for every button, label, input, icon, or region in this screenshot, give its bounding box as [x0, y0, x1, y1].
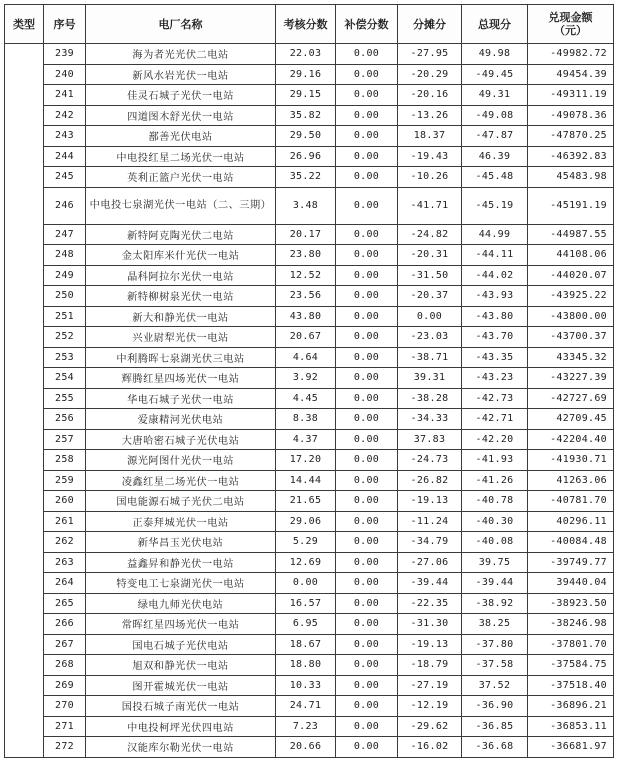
total-score-cell: 39.75 [462, 552, 528, 573]
plant-name-cell: 兴业尉犁光伏一电站 [86, 327, 276, 348]
table-row [5, 105, 614, 126]
plant-name-cell: 汉能库尔勒光伏一电站 [86, 737, 276, 758]
plant-name-cell: 新特阿克陶光伏二电站 [86, 224, 276, 245]
assess-score-cell: 29.06 [276, 511, 336, 532]
amount-cell: -37518.40 [528, 675, 614, 696]
amount-cell: -46392.83 [528, 146, 614, 167]
amount-cell: -42727.69 [528, 388, 614, 409]
plant-name-cell: 正泰拜城光伏一电站 [86, 511, 276, 532]
table-row [5, 64, 614, 85]
seq-cell: 262 [44, 532, 86, 553]
table-row [5, 696, 614, 717]
seq-cell: 260 [44, 491, 86, 512]
seq-cell: 240 [44, 64, 86, 85]
amount-cell: -42204.40 [528, 429, 614, 450]
share-score-cell: -18.79 [398, 655, 462, 676]
assess-score-cell: 21.65 [276, 491, 336, 512]
total-score-cell: -40.08 [462, 532, 528, 553]
share-score-cell: -20.29 [398, 64, 462, 85]
share-score-cell: -41.71 [398, 187, 462, 224]
total-score-cell: -43.70 [462, 327, 528, 348]
share-score-cell: 18.37 [398, 126, 462, 147]
share-score-cell: -38.28 [398, 388, 462, 409]
comp-score-cell: 0.00 [336, 511, 398, 532]
comp-score-cell: 0.00 [336, 429, 398, 450]
amount-cell: -36681.97 [528, 737, 614, 758]
table-row [5, 655, 614, 676]
comp-score-cell: 0.00 [336, 85, 398, 106]
seq-cell: 263 [44, 552, 86, 573]
amount-cell: -49078.36 [528, 105, 614, 126]
share-score-cell: -20.37 [398, 286, 462, 307]
total-score-cell: -45.19 [462, 187, 528, 224]
seq-cell: 241 [44, 85, 86, 106]
assess-score-cell: 3.48 [276, 187, 336, 224]
assess-score-cell: 18.67 [276, 634, 336, 655]
seq-cell: 251 [44, 306, 86, 327]
share-score-cell: -12.19 [398, 696, 462, 717]
table-row [5, 286, 614, 307]
assess-score-cell: 20.67 [276, 327, 336, 348]
table-row [5, 187, 614, 224]
header-type: 类型 [5, 5, 44, 44]
table-row [5, 675, 614, 696]
amount-cell: -43800.00 [528, 306, 614, 327]
seq-cell: 244 [44, 146, 86, 167]
table-row [5, 167, 614, 188]
table-row [5, 450, 614, 471]
seq-cell: 242 [44, 105, 86, 126]
total-score-cell: -40.78 [462, 491, 528, 512]
share-score-cell: -34.79 [398, 532, 462, 553]
comp-score-cell: 0.00 [336, 450, 398, 471]
share-score-cell: 0.00 [398, 306, 462, 327]
plant-name-cell: 特变电工七泉湖光伏一电站 [86, 573, 276, 594]
amount-cell: -40084.48 [528, 532, 614, 553]
share-score-cell: -39.44 [398, 573, 462, 594]
table-row [5, 573, 614, 594]
share-score-cell: -22.35 [398, 593, 462, 614]
comp-score-cell: 0.00 [336, 716, 398, 737]
plant-name-cell: 佳灵石城子光伏一电站 [86, 85, 276, 106]
total-score-cell: -44.02 [462, 265, 528, 286]
amount-cell: -43700.37 [528, 327, 614, 348]
plant-name-cell: 中电投柯坪光伏四电站 [86, 716, 276, 737]
plant-name-cell: 新特柳树泉光伏一电站 [86, 286, 276, 307]
assess-score-cell: 23.80 [276, 245, 336, 266]
share-score-cell: -24.82 [398, 224, 462, 245]
seq-cell: 243 [44, 126, 86, 147]
plant-name-cell: 中电投红星二场光伏一电站 [86, 146, 276, 167]
plant-name-cell: 益鑫昇和静光伏一电站 [86, 552, 276, 573]
comp-score-cell: 0.00 [336, 552, 398, 573]
table-row [5, 409, 614, 430]
total-score-cell: -36.68 [462, 737, 528, 758]
table-row [5, 716, 614, 737]
comp-score-cell: 0.00 [336, 245, 398, 266]
seq-cell: 255 [44, 388, 86, 409]
amount-cell: 43345.32 [528, 347, 614, 368]
seq-cell: 271 [44, 716, 86, 737]
share-score-cell: 39.31 [398, 368, 462, 389]
total-score-cell: -37.80 [462, 634, 528, 655]
plant-name-cell: 源光阿图什光伏一电站 [86, 450, 276, 471]
total-score-cell: 44.99 [462, 224, 528, 245]
assess-score-cell: 14.44 [276, 470, 336, 491]
plant-name-cell: 鄯善光伏电站 [86, 126, 276, 147]
total-score-cell: -43.35 [462, 347, 528, 368]
table-row [5, 593, 614, 614]
assess-score-cell: 7.23 [276, 716, 336, 737]
plant-name-cell: 中利腾晖七泉湖光伏三电站 [86, 347, 276, 368]
amount-cell: -38246.98 [528, 614, 614, 635]
table-row [5, 737, 614, 758]
plant-name-cell: 国电石城子光伏电站 [86, 634, 276, 655]
total-score-cell: -49.45 [462, 64, 528, 85]
table-row [5, 532, 614, 553]
assess-score-cell: 20.66 [276, 737, 336, 758]
plant-name-cell: 绿电九师光伏电站 [86, 593, 276, 614]
seq-cell: 261 [44, 511, 86, 532]
plant-name-cell: 凌鑫红星二场光伏一电站 [86, 470, 276, 491]
seq-cell: 268 [44, 655, 86, 676]
seq-cell: 270 [44, 696, 86, 717]
plant-name-cell: 新风水岩光伏一电站 [86, 64, 276, 85]
share-score-cell: -34.33 [398, 409, 462, 430]
seq-cell: 253 [44, 347, 86, 368]
assess-score-cell: 29.16 [276, 64, 336, 85]
total-score-cell: -37.58 [462, 655, 528, 676]
comp-score-cell: 0.00 [336, 593, 398, 614]
total-score-cell: 49.98 [462, 44, 528, 65]
total-score-cell: -49.08 [462, 105, 528, 126]
header-comp-score: 补偿分数 [336, 5, 398, 44]
assess-score-cell: 10.33 [276, 675, 336, 696]
amount-cell: 49454.39 [528, 64, 614, 85]
share-score-cell: -24.73 [398, 450, 462, 471]
table-row [5, 470, 614, 491]
header-share-score: 分摊分 [398, 5, 462, 44]
comp-score-cell: 0.00 [336, 696, 398, 717]
comp-score-cell: 0.00 [336, 388, 398, 409]
assess-score-cell: 12.52 [276, 265, 336, 286]
share-score-cell: -31.30 [398, 614, 462, 635]
plant-name-cell: 晶科阿拉尔光伏一电站 [86, 265, 276, 286]
total-score-cell: -45.48 [462, 167, 528, 188]
settlement-table [4, 4, 614, 758]
seq-cell: 249 [44, 265, 86, 286]
amount-cell: -44987.55 [528, 224, 614, 245]
header-assess-score: 考核分数 [276, 5, 336, 44]
total-score-cell: -43.23 [462, 368, 528, 389]
table-row [5, 511, 614, 532]
comp-score-cell: 0.00 [336, 44, 398, 65]
share-score-cell: -13.26 [398, 105, 462, 126]
total-score-cell: -40.30 [462, 511, 528, 532]
assess-score-cell: 35.22 [276, 167, 336, 188]
assess-score-cell: 8.38 [276, 409, 336, 430]
share-score-cell: -27.06 [398, 552, 462, 573]
assess-score-cell: 6.95 [276, 614, 336, 635]
header-seq: 序号 [44, 5, 86, 44]
comp-score-cell: 0.00 [336, 167, 398, 188]
plant-name-cell: 国投石城子南光伏一电站 [86, 696, 276, 717]
seq-cell: 254 [44, 368, 86, 389]
amount-cell: -43925.22 [528, 286, 614, 307]
seq-cell: 247 [44, 224, 86, 245]
total-score-cell: -38.92 [462, 593, 528, 614]
assess-score-cell: 24.71 [276, 696, 336, 717]
assess-score-cell: 35.82 [276, 105, 336, 126]
amount-cell: 41263.06 [528, 470, 614, 491]
comp-score-cell: 0.00 [336, 368, 398, 389]
assess-score-cell: 0.00 [276, 573, 336, 594]
comp-score-cell: 0.00 [336, 532, 398, 553]
total-score-cell: -36.85 [462, 716, 528, 737]
assess-score-cell: 18.80 [276, 655, 336, 676]
total-score-cell: -42.71 [462, 409, 528, 430]
table-row [5, 368, 614, 389]
total-score-cell: -36.90 [462, 696, 528, 717]
seq-cell: 252 [44, 327, 86, 348]
assess-score-cell: 16.57 [276, 593, 336, 614]
comp-score-cell: 0.00 [336, 737, 398, 758]
seq-cell: 264 [44, 573, 86, 594]
seq-cell: 267 [44, 634, 86, 655]
assess-score-cell: 3.92 [276, 368, 336, 389]
total-score-cell: 38.25 [462, 614, 528, 635]
total-score-cell: -39.44 [462, 573, 528, 594]
assess-score-cell: 23.56 [276, 286, 336, 307]
settlement-table-page [4, 4, 613, 758]
header-plant-name: 电厂名称 [86, 5, 276, 44]
comp-score-cell: 0.00 [336, 347, 398, 368]
amount-cell: -38923.50 [528, 593, 614, 614]
table-header-row [5, 5, 614, 44]
share-score-cell: -27.19 [398, 675, 462, 696]
seq-cell: 269 [44, 675, 86, 696]
table-row [5, 614, 614, 635]
table-row [5, 146, 614, 167]
table-row [5, 552, 614, 573]
amount-cell: 42709.45 [528, 409, 614, 430]
total-score-cell: 49.31 [462, 85, 528, 106]
seq-cell: 250 [44, 286, 86, 307]
total-score-cell: -41.93 [462, 450, 528, 471]
share-score-cell: -10.26 [398, 167, 462, 188]
amount-cell: 44108.06 [528, 245, 614, 266]
share-score-cell: -16.02 [398, 737, 462, 758]
comp-score-cell: 0.00 [336, 126, 398, 147]
plant-name-cell: 常晖红星四场光伏一电站 [86, 614, 276, 635]
assess-score-cell: 5.29 [276, 532, 336, 553]
header-amount-unit: （元） [554, 24, 587, 37]
seq-cell: 258 [44, 450, 86, 471]
plant-name-cell: 爱康精河光伏电站 [86, 409, 276, 430]
comp-score-cell: 0.00 [336, 224, 398, 245]
comp-score-cell: 0.00 [336, 655, 398, 676]
plant-name-cell: 华电石城子光伏一电站 [86, 388, 276, 409]
table-row [5, 85, 614, 106]
share-score-cell: 37.83 [398, 429, 462, 450]
comp-score-cell: 0.00 [336, 146, 398, 167]
plant-name-cell: 新大和静光伏一电站 [86, 306, 276, 327]
share-score-cell: -31.50 [398, 265, 462, 286]
amount-cell: -43227.39 [528, 368, 614, 389]
seq-cell: 239 [44, 44, 86, 65]
plant-name-cell: 英利正篮户光伏一电站 [86, 167, 276, 188]
total-score-cell: -43.80 [462, 306, 528, 327]
assess-score-cell: 4.37 [276, 429, 336, 450]
share-score-cell: -20.31 [398, 245, 462, 266]
table-row [5, 347, 614, 368]
comp-score-cell: 0.00 [336, 573, 398, 594]
plant-name-cell: 金太阳库米什光伏一电站 [86, 245, 276, 266]
table-row [5, 306, 614, 327]
table-row [5, 224, 614, 245]
assess-score-cell: 4.64 [276, 347, 336, 368]
assess-score-cell: 26.96 [276, 146, 336, 167]
amount-cell: -36853.11 [528, 716, 614, 737]
amount-cell: -37801.70 [528, 634, 614, 655]
table-row [5, 44, 614, 65]
assess-score-cell: 22.03 [276, 44, 336, 65]
seq-cell: 272 [44, 737, 86, 758]
amount-cell: -49982.72 [528, 44, 614, 65]
seq-cell: 256 [44, 409, 86, 430]
share-score-cell: -29.62 [398, 716, 462, 737]
comp-score-cell: 0.00 [336, 675, 398, 696]
plant-name-cell: 图开霍城光伏一电站 [86, 675, 276, 696]
assess-score-cell: 43.80 [276, 306, 336, 327]
table-row [5, 265, 614, 286]
plant-name-cell: 旭双和静光伏一电站 [86, 655, 276, 676]
seq-cell: 266 [44, 614, 86, 635]
amount-cell: -40781.70 [528, 491, 614, 512]
share-score-cell: -19.13 [398, 491, 462, 512]
comp-score-cell: 0.00 [336, 327, 398, 348]
comp-score-cell: 0.00 [336, 614, 398, 635]
amount-cell: -39749.77 [528, 552, 614, 573]
table-row [5, 327, 614, 348]
type-cell [5, 44, 44, 758]
plant-name-cell: 辉腾红星四场光伏一电站 [86, 368, 276, 389]
total-score-cell: -42.20 [462, 429, 528, 450]
share-score-cell: -19.43 [398, 146, 462, 167]
assess-score-cell: 29.15 [276, 85, 336, 106]
total-score-cell: -44.11 [462, 245, 528, 266]
amount-cell: -45191.19 [528, 187, 614, 224]
plant-name-cell: 大唐哈密石城子光伏电站 [86, 429, 276, 450]
amount-cell: -44020.07 [528, 265, 614, 286]
total-score-cell: -42.73 [462, 388, 528, 409]
comp-score-cell: 0.00 [336, 634, 398, 655]
plant-name-cell: 海为者光光伏二电站 [86, 44, 276, 65]
amount-cell: -41930.71 [528, 450, 614, 471]
header-total-score: 总现分 [462, 5, 528, 44]
plant-name-cell: 中电投七泉湖光伏一电站（二、三期） [86, 187, 276, 224]
comp-score-cell: 0.00 [336, 286, 398, 307]
total-score-cell: -43.93 [462, 286, 528, 307]
share-score-cell: -38.71 [398, 347, 462, 368]
share-score-cell: -11.24 [398, 511, 462, 532]
share-score-cell: -26.82 [398, 470, 462, 491]
assess-score-cell: 20.17 [276, 224, 336, 245]
table-row [5, 634, 614, 655]
amount-cell: -47870.25 [528, 126, 614, 147]
amount-cell: 45483.98 [528, 167, 614, 188]
comp-score-cell: 0.00 [336, 187, 398, 224]
amount-cell: -49311.19 [528, 85, 614, 106]
comp-score-cell: 0.00 [336, 409, 398, 430]
plant-name-cell: 四道图木舒光伏一电站 [86, 105, 276, 126]
total-score-cell: -41.26 [462, 470, 528, 491]
total-score-cell: 37.52 [462, 675, 528, 696]
seq-cell: 248 [44, 245, 86, 266]
comp-score-cell: 0.00 [336, 470, 398, 491]
share-score-cell: -27.95 [398, 44, 462, 65]
comp-score-cell: 0.00 [336, 491, 398, 512]
amount-cell: -37584.75 [528, 655, 614, 676]
plant-name-cell: 国电能源石城子光伏二电站 [86, 491, 276, 512]
table-row [5, 126, 614, 147]
header-amount-label: 兑现金额 [548, 11, 593, 24]
assess-score-cell: 12.69 [276, 552, 336, 573]
comp-score-cell: 0.00 [336, 265, 398, 286]
seq-cell: 245 [44, 167, 86, 188]
header-amount [528, 5, 614, 44]
table-row [5, 491, 614, 512]
seq-cell: 257 [44, 429, 86, 450]
comp-score-cell: 0.00 [336, 64, 398, 85]
table-row [5, 245, 614, 266]
total-score-cell: 46.39 [462, 146, 528, 167]
assess-score-cell: 4.45 [276, 388, 336, 409]
comp-score-cell: 0.00 [336, 306, 398, 327]
table-body [5, 44, 614, 758]
seq-cell: 246 [44, 187, 86, 224]
table-row [5, 429, 614, 450]
assess-score-cell: 29.50 [276, 126, 336, 147]
seq-cell: 265 [44, 593, 86, 614]
share-score-cell: -19.13 [398, 634, 462, 655]
share-score-cell: -23.03 [398, 327, 462, 348]
plant-name-cell: 新华昌玉光伏电站 [86, 532, 276, 553]
seq-cell: 259 [44, 470, 86, 491]
comp-score-cell: 0.00 [336, 105, 398, 126]
amount-cell: 40296.11 [528, 511, 614, 532]
table-row [5, 388, 614, 409]
amount-cell: -36896.21 [528, 696, 614, 717]
share-score-cell: -20.16 [398, 85, 462, 106]
assess-score-cell: 17.20 [276, 450, 336, 471]
total-score-cell: -47.87 [462, 126, 528, 147]
amount-cell: 39440.04 [528, 573, 614, 594]
